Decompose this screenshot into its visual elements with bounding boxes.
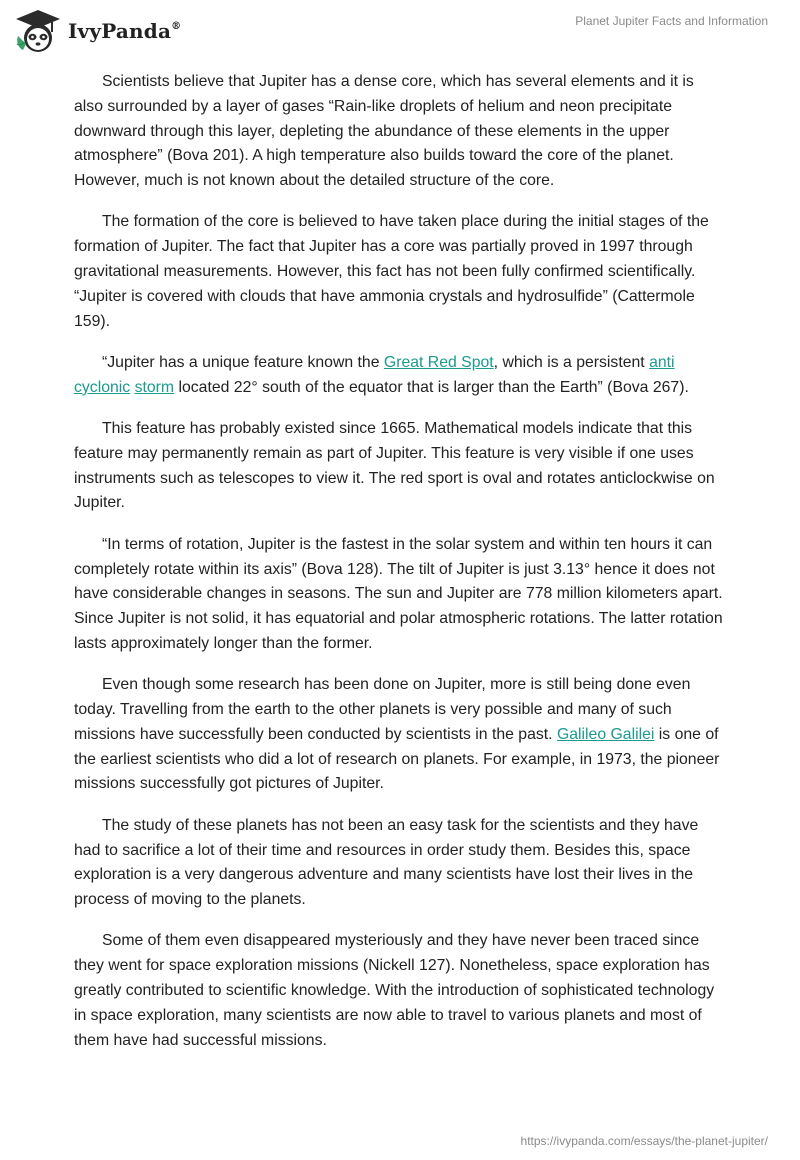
link-anti-cyclonic[interactable]: anti cyclonic bbox=[74, 353, 675, 396]
document-title: Planet Jupiter Facts and Information bbox=[575, 14, 768, 28]
paragraph: This feature has probably existed since 1665. Mathematical models indicate that this feature may permanently remain as part of Jupiter. This feature is very visible if one uses instruments such as telescopes to view it. The red sport is oval and rotates anticlockwise on Jupiter. bbox=[74, 420, 715, 512]
page-header bbox=[0, 0, 800, 60]
source-url: https://ivypanda.com/essays/the-planet-jupiter/ bbox=[520, 1134, 768, 1148]
brand-name: IvyPanda® bbox=[68, 19, 182, 43]
ivypanda-logo[interactable] bbox=[14, 8, 181, 54]
paragraph: “Jupiter has a unique feature known the Great Red Spot, which is a persistent anti cyclonic storm located 22° south of the equator that is larger than the Earth” (Bova 267). bbox=[74, 353, 689, 396]
paragraph: Scientists believe that Jupiter has a dense core, which has several elements and it is also surrounded by a layer of gases “Rain-like droplets of helium and neon precipitate downward through this layer, depleting the abundance of these elements in the upper atmosphere” (Bova 201). A high temperature also builds toward the core of the planet. However, much is not known about the detailed structure of the core. bbox=[74, 73, 694, 190]
paragraph: The formation of the core is believed to have taken place during the initial stages of the formation of Jupiter. The fact that Jupiter has a core was partially proved in 1997 through gravitational measurements. However, this fact has not been fully confirmed scientifically. “Jupiter is covered with clouds that have ammonia crystals and hydrosulfide” (Cattermole 159). bbox=[74, 213, 709, 330]
paragraph: Some of them even disappeared mysteriously and they have never been traced since they went for space exploration missions (Nickell 127). Nonetheless, space exploration has greatly contributed to scientific knowledge. With the introduction of sophisticated technology in space exploration, many scientists are now able to travel to various planets and most of them have had successful missions. bbox=[74, 932, 715, 1049]
link-galileo-galilei[interactable]: Galileo Galilei bbox=[556, 725, 655, 743]
essay-body bbox=[74, 70, 726, 1070]
paragraph: The study of these planets has not been an easy task for the scientists and they have had to sacrifice a lot of their time and resources in order study them. Besides this, space exploration is a very dangerous adventure and many scientists have lost their lives in the process of moving to the planets. bbox=[74, 816, 699, 909]
paragraph: “In terms of rotation, Jupiter is the fastest in the solar system and within ten hours it can completely rotate within its axis” (Bova 128). The tilt of Jupiter is just 3.13° hence it does not have considerable changes in seasons. The sun and Jupiter are 778 million kilometers apart. Since Jupiter is not solid, it has equatorial and polar atmospheric rotations. The latter rotation lasts approximately longer than the former. bbox=[74, 535, 723, 652]
panda-graduation-cap-icon bbox=[14, 8, 62, 54]
link-great-red-spot[interactable]: Great Red Spot bbox=[383, 353, 494, 371]
paragraph: Even though some research has been done on Jupiter, more is still being done even today. Travelling from the earth to the other planets is very possible and many of such missions have successfully been conducted by scientists in the past. Galileo Galilei is one of the earliest scientists who did a lot of research on planets. For example, in 1973, the pioneer missions successfully got pictures of Jupiter. bbox=[74, 676, 720, 793]
link-storm[interactable]: storm bbox=[134, 378, 175, 396]
